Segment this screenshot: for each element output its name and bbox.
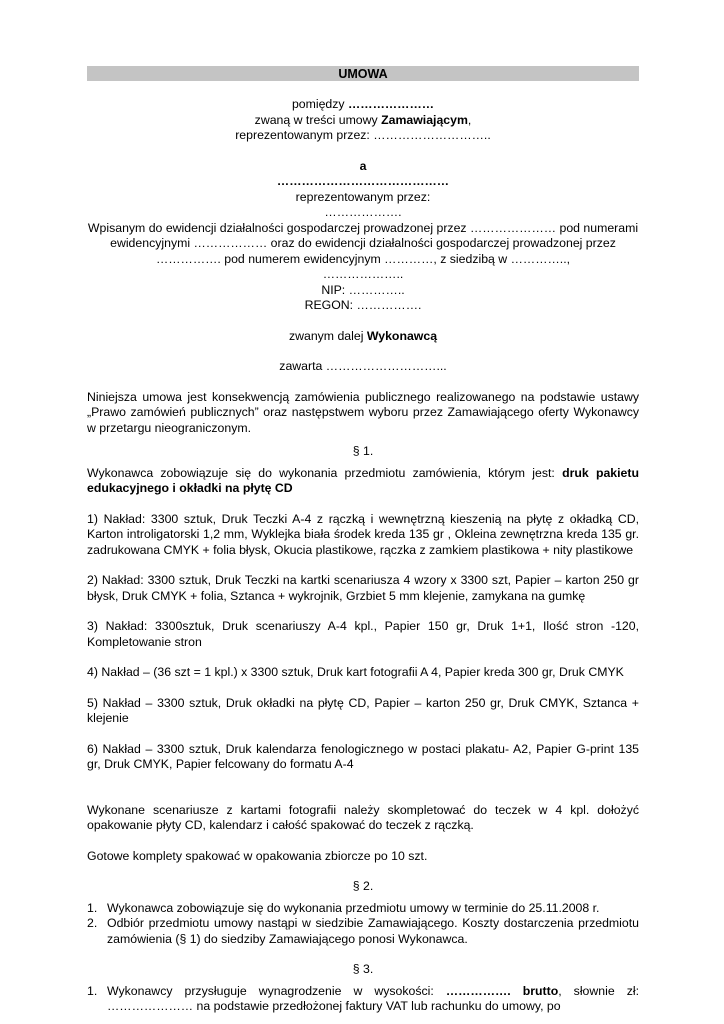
order-item: 2) Nakład: 3300 sztuk, Druk Teczki na kartki scenariusza 4 wzory x 3300 szt, Papier – karton 250 gr błysk, Druk CMYK + folia, Sztanca + wykrojnik, Grzbiet 5 mm klejenie, zamykana na gumkę <box>87 573 639 603</box>
order-item: 6) Nakład – 3300 sztuk, Druk kalendarza fenologicznego w postaci plakatu- A2, Papier G-print 135 gr, Druk CMYK, Papier felcowany do formatu A-4 <box>87 741 639 771</box>
ordering-party-representative: reprezentowanym przez: ……………………….. <box>235 128 491 142</box>
packing-paragraph: Gotowe komplety spakować w opakowania zbiorcze po 10 szt. <box>87 848 428 863</box>
list-item <box>87 901 639 917</box>
contractor-representative-dots: ………………. <box>324 205 402 219</box>
section-1-heading: § 1. <box>352 444 374 458</box>
nip-line: NIP: ………….. <box>321 282 405 297</box>
list-item-number: 2. <box>87 916 98 930</box>
gross-amount-placeholder: ……………. brutto <box>445 983 559 998</box>
order-item: 5) Nakład – 3300 sztuk, Druk okładki na płytę CD, Papier – karton 250 gr, Druk CMYK, Sztanca + klejenie <box>87 695 639 725</box>
contractor-representative-label: reprezentowanym przez: <box>295 189 431 204</box>
between-label: pomiędzy <box>291 97 348 111</box>
list-item <box>87 984 639 1015</box>
document-page <box>87 66 639 1015</box>
designation-suffix: , <box>467 112 472 127</box>
conjunction-a: a <box>359 158 367 173</box>
between-line <box>87 97 639 113</box>
assembly-paragraph: Wykonane scenariusze z kartami fotografii należy skompletować do teczek w 4 kpl. dołożyć opakowanie płyty CD, kalendarz i całość spakować do teczek z rączką. <box>87 802 639 832</box>
section-3-heading: § 3. <box>352 962 374 976</box>
order-item: 4) Nakład – (36 szt = 1 kpl.) x 3300 sztuk, Druk kart fotografii A 4, Papier kreda 300 gr, Druk CMYK <box>87 665 624 679</box>
ordering-party-placeholder: ………………… <box>347 97 435 111</box>
ordering-party-name: Zamawiającym <box>381 112 468 127</box>
list-item-text: Odbiór przedmiotu umowy nastąpi w siedzibie Zamawiającego. Koszty dostarczenia przedmiotu zamówienia (§ 1) do siedziby Zamawiającego ponosi Wykonawca. <box>107 916 639 946</box>
intro-paragraph: Niniejsza umowa jest konsekwencją zamówienia publicznego realizowanego na podstawie ustawy „Prawo zamówień publicznych” oraz następstwem wyboru przez Zamawiającego oferty Wykonawcy w przetargu nieograniczonym. <box>87 389 639 435</box>
seat-dots: ……………….. <box>322 267 404 281</box>
section-1-lead-text: Wykonawca zobowiązuje się do wykonania przedmiotu zamówienia, którym jest: <box>87 465 563 480</box>
contractor-placeholder: …………………………………… <box>276 174 450 188</box>
order-item: 1) Nakład: 3300 sztuk, Druk Teczki A-4 z rączką i wewnętrzną kieszenią na płytę z okładką CD, Karton introligatorski 1,2 mm, Wyklejka biała środek kreda 135 gr , Okleina zewnętrzna kreda 135 gr. zadrukowana CMYK + folia błysk, Okucia plastikowe, rączka z zamkiem plastikowa + nity plastikowe <box>87 511 639 557</box>
section-1-lead <box>87 466 639 497</box>
list-item-number: 1. <box>87 900 98 915</box>
called-prefix: zwanym dalej <box>288 328 367 343</box>
remuneration-text: Wykonawcy przysługuje wynagrodzenie w wysokości: <box>107 983 446 998</box>
document-title: UMOWA <box>87 66 639 81</box>
contractor-designation <box>87 329 639 345</box>
regon-line: REGON: ……………. <box>304 298 422 312</box>
designation-prefix: zwaną w treści umowy <box>254 112 382 127</box>
list-item-text: Wykonawca zobowiązuje się do wykonania przedmiotu umowy w terminie do 25.11.2008 r. <box>107 900 600 915</box>
order-subject: druk pakietu edukacyjnego i okładki na płytę CD <box>87 465 639 495</box>
order-item: 3) Nakład: 3300sztuk, Druk scenariuszy A-4 kpl., Papier 150 gr, Druk 1+1, Ilość stron -120, Kompletowanie stron <box>87 619 639 649</box>
section-3-list <box>87 984 639 1015</box>
contractor-name: Wykonawcą <box>366 328 438 343</box>
list-item <box>87 916 639 947</box>
ordering-party-designation <box>87 113 639 129</box>
remuneration-continuation: , słownie zł: ………………… na podstawie przedłożonej faktury VAT lub rachunku do umowy, po <box>107 983 640 1013</box>
section-2-list <box>87 901 639 948</box>
list-item-number: 1. <box>87 983 98 998</box>
registry-clause: Wpisanym do ewidencji działalności gospodarczej prowadzonej przez ………………… pod numerami ewidencyjnymi ……………… oraz do ewidencji działalności gospodarczej prowadzonej przez ……………. pod numerem ewidencyjnym …………, z siedzibą w ………….., <box>87 220 639 266</box>
concluded-line: zawarta ………………………... <box>279 359 447 373</box>
section-2-heading: § 2. <box>352 879 374 893</box>
